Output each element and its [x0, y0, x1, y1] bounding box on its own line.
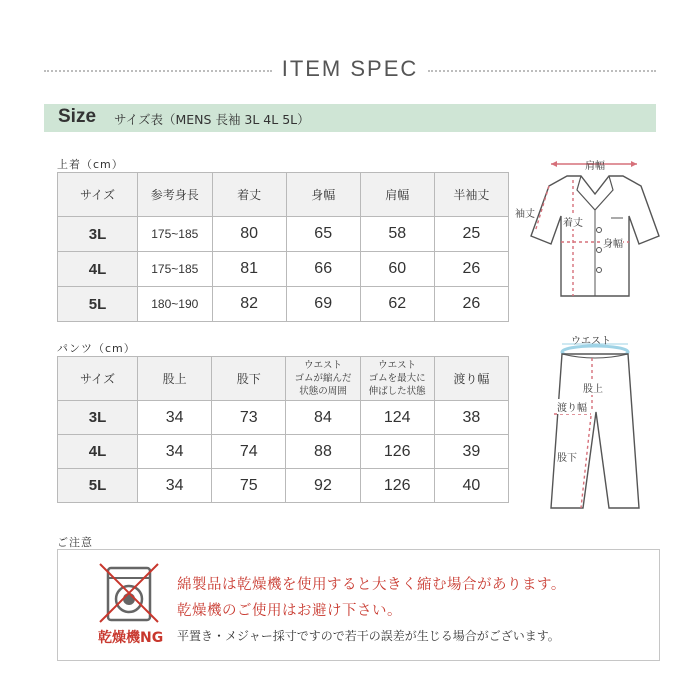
rise-cell: 34	[138, 469, 212, 503]
col-sleeve: 半袖丈	[434, 173, 508, 217]
col-height: 参考身長	[138, 173, 213, 217]
table-row	[58, 401, 509, 435]
col-width: 身幅	[286, 173, 360, 217]
waist-stretched-cell: 126	[360, 435, 434, 469]
table-row	[58, 287, 509, 322]
tops-table	[57, 172, 509, 322]
notice-label: ご注意	[57, 536, 93, 549]
col-waist-relaxed	[286, 357, 360, 401]
col-waist-stretched-line2: ゴムを最大に	[368, 373, 426, 384]
shirt-diagram	[515, 150, 675, 310]
waist-stretched-cell: 126	[360, 469, 434, 503]
table-row	[58, 435, 509, 469]
height-cell: 180~190	[138, 287, 213, 322]
table-row	[58, 469, 509, 503]
width-cell: 65	[286, 217, 360, 252]
thigh-label: 渡り幅	[557, 399, 587, 414]
rise-cell: 34	[138, 435, 212, 469]
size-cell: 3L	[58, 401, 138, 435]
table-row	[58, 217, 509, 252]
header-divider-left	[44, 70, 272, 72]
tops-label: 上着（cm）	[57, 158, 124, 171]
length-label: 着丈	[563, 214, 583, 229]
notice-line1: 綿製品は乾燥機を使用すると大きく縮む場合があります。	[177, 577, 566, 593]
shoulder-cell: 58	[360, 217, 434, 252]
waist-stretched-cell: 124	[360, 401, 434, 435]
arrow-right-icon	[631, 161, 637, 167]
shoulder-cell: 60	[360, 252, 434, 287]
col-waist-relaxed-line3: 状態の周囲	[299, 386, 347, 397]
waist-relaxed-cell: 84	[286, 401, 360, 435]
height-cell: 175~185	[138, 252, 213, 287]
inseam-label: 股下	[557, 449, 577, 464]
tops-header-row	[58, 173, 509, 217]
thigh-cell: 40	[434, 469, 508, 503]
header-divider-right	[428, 70, 656, 72]
size-cell: 4L	[58, 252, 138, 287]
size-banner	[44, 104, 656, 132]
rise-label: 股上	[583, 380, 603, 395]
col-size: サイズ	[58, 357, 138, 401]
col-length: 着丈	[212, 173, 286, 217]
dryer-ng-label: 乾燥機NG	[98, 630, 164, 646]
inseam-cell: 74	[212, 435, 286, 469]
length-cell: 82	[212, 287, 286, 322]
notice-line3: 平置き・メジャー採寸ですので若干の誤差が生じる場合がございます。	[177, 629, 560, 643]
col-waist-stretched-line1: ウエスト	[378, 360, 417, 371]
sleeve-cell: 26	[434, 252, 508, 287]
shoulder-cell: 62	[360, 287, 434, 322]
sleeve-label: 袖丈	[515, 209, 535, 220]
waist-relaxed-cell: 92	[286, 469, 360, 503]
rise-cell: 34	[138, 401, 212, 435]
size-cell: 5L	[58, 469, 138, 503]
shoulder-label: 肩幅	[585, 161, 605, 172]
sleeve-cell: 25	[434, 217, 508, 252]
arrow-left-icon	[551, 161, 557, 167]
table-row	[58, 252, 509, 287]
col-thigh: 渡り幅	[434, 357, 508, 401]
width-label: 身幅	[603, 235, 623, 250]
size-heading: Size	[58, 106, 97, 127]
waist-label: ウエスト	[571, 336, 611, 347]
col-size: サイズ	[58, 173, 138, 217]
length-cell: 81	[212, 252, 286, 287]
notice-line2: 乾燥機のご使用はお避け下さい。	[177, 603, 402, 619]
pants-header-row	[58, 357, 509, 401]
width-cell: 69	[286, 287, 360, 322]
size-subtitle: サイズ表（MENS 長袖 3L 4L 5L）	[114, 112, 310, 127]
height-cell: 175~185	[138, 217, 213, 252]
col-waist-relaxed-line2: ゴムが縮んだ	[294, 373, 352, 384]
dryer-ng-icon	[96, 560, 162, 626]
length-cell: 80	[212, 217, 286, 252]
col-waist-stretched-line3: 伸ばした状態	[368, 386, 426, 397]
page-title: ITEM SPEC	[281, 56, 419, 81]
pants-outline	[551, 354, 639, 508]
thigh-cell: 38	[434, 401, 508, 435]
col-waist-stretched	[360, 357, 434, 401]
size-cell: 5L	[58, 287, 138, 322]
size-cell: 3L	[58, 217, 138, 252]
col-rise: 股上	[138, 357, 212, 401]
inseam-cell: 75	[212, 469, 286, 503]
pants-diagram	[535, 328, 655, 518]
sleeve-cell: 26	[434, 287, 508, 322]
width-cell: 66	[286, 252, 360, 287]
pants-label: パンツ（cm）	[57, 342, 136, 355]
pants-table	[57, 356, 509, 503]
thigh-cell: 39	[434, 435, 508, 469]
size-cell: 4L	[58, 435, 138, 469]
col-shoulder: 肩幅	[360, 173, 434, 217]
inseam-cell: 73	[212, 401, 286, 435]
col-inseam: 股下	[212, 357, 286, 401]
col-waist-relaxed-line1: ウエスト	[303, 360, 342, 371]
waist-relaxed-cell: 88	[286, 435, 360, 469]
